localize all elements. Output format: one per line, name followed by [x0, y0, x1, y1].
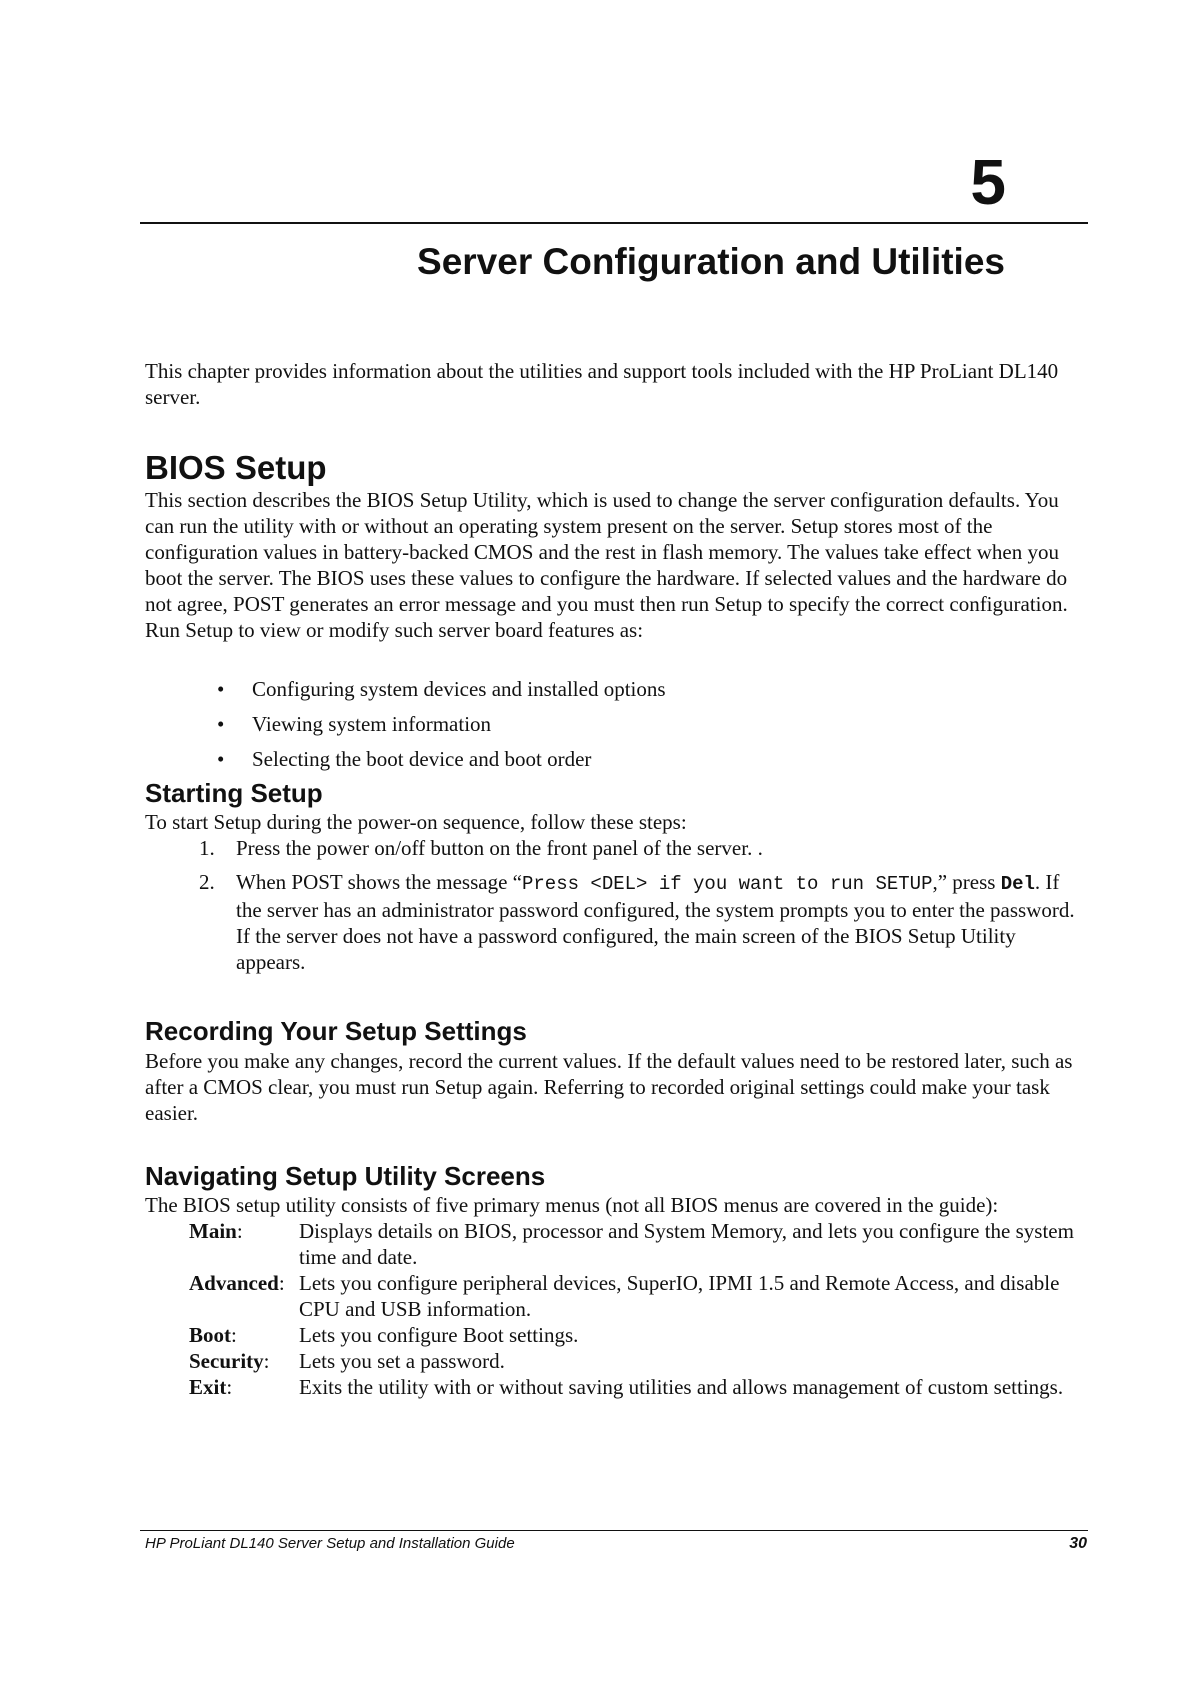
chapter-divider	[140, 222, 1088, 224]
recording-heading: Recording Your Setup Settings	[145, 1016, 527, 1046]
bullet-icon: •	[217, 747, 225, 771]
bios-setup-paragraph	[145, 487, 1085, 643]
bullet-icon: •	[217, 677, 225, 701]
list-item: • Selecting the boot device and boot order	[217, 747, 592, 771]
bullet-icon: •	[217, 712, 225, 736]
menu-description: Lets you configure Boot settings.	[299, 1323, 579, 1347]
intro-paragraph: This chapter provides information about the utilities and support tools included with the HP ProLiant DL140 server.	[145, 359, 1059, 409]
recording-paragraph: Before you make any changes, record the current values. If the default values need to be restored later, such as after a CMOS clear, you must run Setup again. Referring to recorded original settings could make your task easier.	[145, 1049, 1073, 1125]
step-number: 2.	[199, 870, 215, 894]
navigating-heading: Navigating Setup Utility Screens	[145, 1161, 546, 1191]
chapter-title: Server Configuration and Utilities	[417, 241, 1005, 282]
menu-row-exit: Exit: Exits the utility with or without saving utilities and allows management of custom settings.	[189, 1374, 1089, 1400]
list-item: • Viewing system information	[217, 712, 492, 736]
menu-description: Lets you configure peripheral devices, SuperIO, IPMI 1.5 and Remote Access, and disable CPU and USB information.	[299, 1271, 1060, 1321]
menu-row-advanced: Advanced: Lets you configure peripheral devices, SuperIO, IPMI 1.5 and Remote Access, and disable CPU and USB information.	[189, 1270, 1089, 1322]
chapter-number: 5	[970, 146, 1006, 218]
run-setup-line: Run Setup to view or modify such server board features as:	[145, 618, 644, 642]
footer-divider	[140, 1530, 1088, 1531]
starting-setup-intro: To start Setup during the power-on sequence, follow these steps:	[145, 810, 687, 834]
menu-row-boot: Boot: Lets you configure Boot settings.	[189, 1322, 1089, 1348]
step-number: 1.	[199, 836, 215, 860]
bios-setup-description: This section describes the BIOS Setup Utility, which is used to change the server configuration defaults. You can run the utility with or without an operating system present on the server. Setup stores most of the configuration values in battery-backed CMOS and the rest in flash memory. The values take effect when you boot the server. The BIOS uses these values to configure the hardware. If selected values and the hardware do not agree, POST generates an error message and you must then run Setup to specify the correct configuration.	[145, 488, 1068, 616]
footer-title: HP ProLiant DL140 Server Setup and Installation Guide	[145, 1535, 515, 1552]
bios-setup-heading: BIOS Setup	[145, 449, 327, 486]
menu-description: Displays details on BIOS, processor and System Memory, and lets you configure the system time and date.	[299, 1219, 1074, 1269]
navigating-paragraph: The BIOS setup utility consists of five primary menus (not all BIOS menus are covered in the guide):	[145, 1193, 999, 1217]
setup-steps-list	[145, 835, 1085, 983]
menu-row-main: Main: Displays details on BIOS, processor and System Memory, and lets you configure the system time and date.	[189, 1218, 1089, 1270]
menu-definition-list	[189, 1218, 1089, 1400]
del-key: Del	[1000, 873, 1035, 895]
feature-bullet-list	[145, 676, 1045, 781]
menu-description: Exits the utility with or without saving utilities and allows management of custom settings.	[299, 1375, 1064, 1399]
list-item: • Configuring system devices and installed options	[217, 677, 666, 701]
menu-term: Advanced	[189, 1271, 279, 1295]
menu-term: Boot	[189, 1323, 231, 1347]
menu-term: Security	[189, 1349, 264, 1373]
menu-term: Exit	[189, 1375, 227, 1399]
list-item: 1. Press the power on/off button on the front panel of the server. .	[199, 836, 763, 860]
starting-setup-heading: Starting Setup	[145, 778, 323, 808]
post-message-code: Press <DEL> if you want to run SETUP	[522, 873, 933, 895]
page-number: 30	[1069, 1535, 1087, 1552]
menu-description: Lets you set a password.	[299, 1349, 505, 1373]
menu-row-security: Security: Lets you set a password.	[189, 1348, 1089, 1374]
list-item: 2. When POST shows the message “Press <DEL> if you want to run SETUP,” press Del. If the server has an administrator password configured, the system prompts you to enter the password. If the server does not have a password configured, the main screen of the BIOS Setup Utility appears.	[199, 870, 1075, 974]
menu-term: Main	[189, 1219, 237, 1243]
